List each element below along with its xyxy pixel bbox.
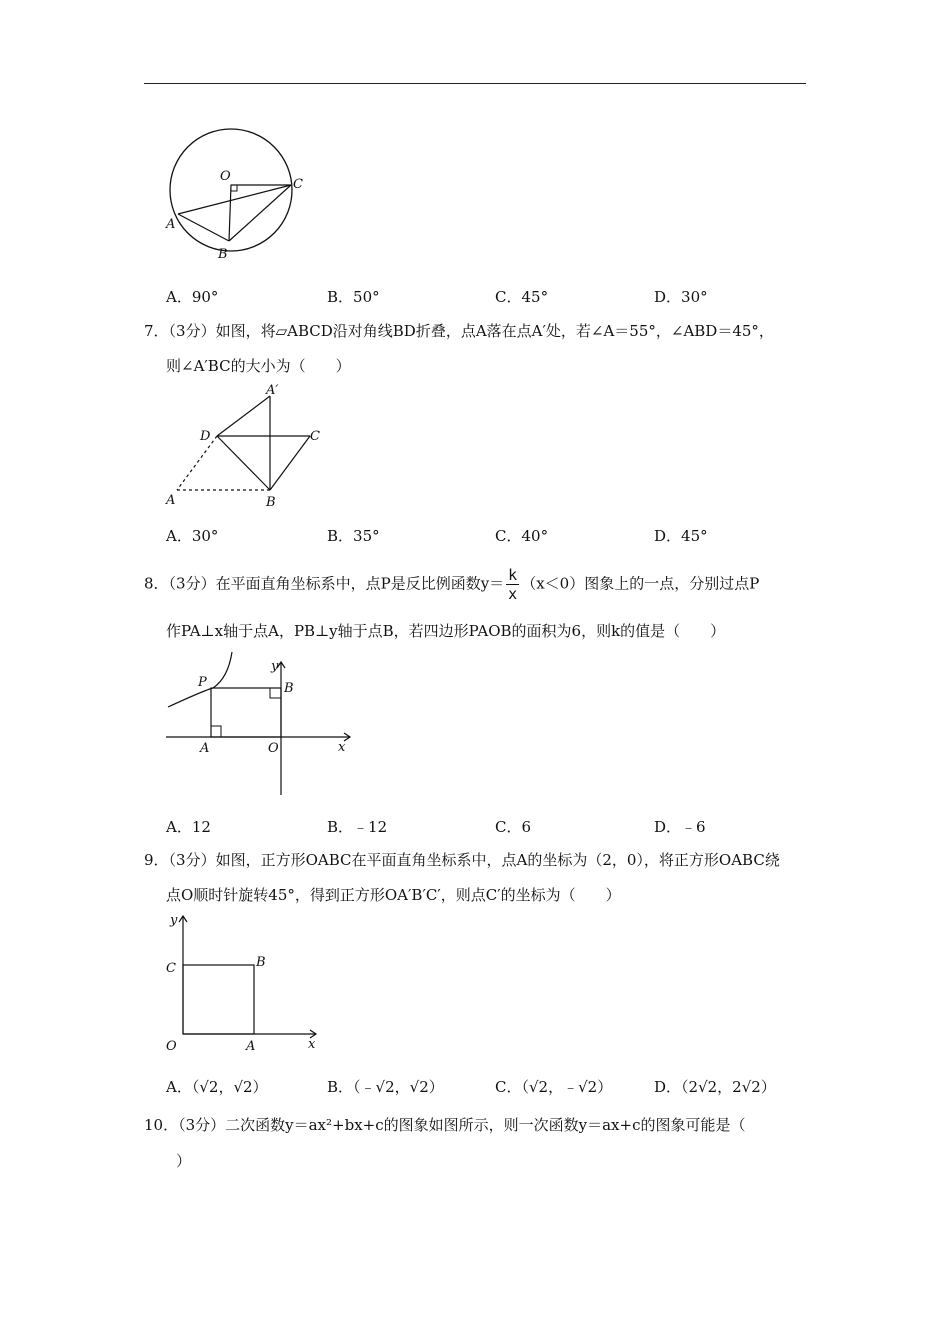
- q9-square-figure: [158, 910, 328, 1055]
- label-O: O: [220, 169, 231, 184]
- q9-option-c-label: C．: [495, 1078, 522, 1096]
- q8-stem-1a: 在平面直角坐标系中，点P是反比例函数y＝: [215, 574, 505, 593]
- q8-option-c: C．6: [495, 818, 532, 836]
- q8-number: 8．: [144, 574, 169, 593]
- q8-line1: [144, 566, 759, 603]
- label-C: C: [310, 429, 320, 444]
- label-P: P: [198, 675, 207, 690]
- q9-option-b-label: B．: [327, 1078, 354, 1096]
- q10-number: 10．: [144, 1116, 179, 1134]
- q7-score: （3分）: [168, 322, 216, 340]
- q6-option-d: D．30°: [654, 288, 708, 306]
- q7-option-a: A．30°: [166, 527, 219, 545]
- q7-parallelogram-figure: [160, 382, 340, 512]
- q7-number: 7．: [144, 322, 169, 340]
- q7-stem-1: 如图，将▱ABCD沿对角线BD折叠，点A落在点A′处，若∠A＝55°，∠ABD＝45°，: [215, 322, 774, 340]
- label-C: C: [166, 961, 176, 976]
- q9-option-d-label: D．: [654, 1078, 682, 1096]
- q9-stem-1: 如图，正方形OABC在平面直角坐标系中，点A的坐标为（2，0），将正方形OABC绕: [215, 851, 780, 869]
- fraction-denominator: x: [508, 585, 518, 603]
- label-y: y: [271, 659, 279, 674]
- q9-score: （3分）: [168, 851, 216, 869]
- fraction-numerator: k: [508, 566, 518, 584]
- q9-option-d-text: （2√2，2√2）: [681, 1078, 776, 1096]
- label-y: y: [170, 913, 178, 928]
- q7-option-c: C．40°: [495, 527, 549, 545]
- q6-circle-figure: [158, 118, 318, 268]
- q9-option-a-text: （√2，√2）: [191, 1078, 268, 1096]
- label-x: x: [338, 740, 346, 755]
- q8-score: （3分）: [168, 574, 216, 593]
- q8-line2: 作PA⊥x轴于点A，PB⊥y轴于点B，若四边形PAOB的面积为6，则k的值是（ ）: [166, 622, 726, 640]
- label-B: B: [266, 495, 276, 510]
- q8-fraction: [506, 566, 519, 603]
- label-B: B: [218, 247, 228, 262]
- label-A-prime: A′: [266, 383, 279, 398]
- q10-stem-1: 二次函数y＝ax²+bx+c的图象如图所示，则一次函数y＝ax+c的图象可能是（: [225, 1116, 746, 1134]
- q8-option-b: B．﹣12: [327, 818, 388, 836]
- label-B: B: [256, 955, 266, 970]
- q10-line1: [144, 1114, 745, 1136]
- label-B: B: [284, 681, 294, 696]
- q8-option-d: D．﹣6: [654, 818, 706, 836]
- label-O: O: [166, 1039, 177, 1054]
- q9-option-a-label: A．: [166, 1078, 192, 1096]
- q6-option-a: A．90°: [166, 288, 219, 306]
- q9-option-d: [654, 1076, 776, 1097]
- q8-option-a: A．12: [166, 818, 211, 836]
- q9-number: 9．: [144, 851, 169, 869]
- q9-option-a: [166, 1076, 268, 1097]
- q9-option-c: [495, 1076, 612, 1097]
- label-x: x: [308, 1037, 316, 1052]
- label-O: O: [268, 741, 279, 756]
- q9-line1: [144, 849, 780, 871]
- q9-option-b-text: （﹣√2，√2）: [353, 1078, 444, 1096]
- q9-line2: 点O顺时针旋转45°，得到正方形OA′B′C′，则点C′的坐标为（ ）: [166, 886, 621, 904]
- label-A: A: [246, 1039, 256, 1054]
- label-A: A: [200, 741, 210, 756]
- q10-score: （3分）: [178, 1116, 226, 1134]
- label-A: A: [166, 217, 176, 232]
- q6-option-c: C．45°: [495, 288, 549, 306]
- q7-line2: 则∠A′BC的大小为（ ）: [166, 357, 351, 375]
- q10-line2: ）: [176, 1152, 192, 1170]
- q6-option-b: B．50°: [327, 288, 380, 306]
- q7-line1: [144, 320, 774, 342]
- q8-stem-1b: （x＜0）图象上的一点，分别过点P: [521, 574, 760, 593]
- q7-option-d: D．45°: [654, 527, 708, 545]
- label-A: A: [166, 493, 176, 508]
- q9-option-b: [327, 1076, 444, 1097]
- label-C: C: [293, 177, 303, 192]
- q9-option-c-text: （√2，﹣√2）: [521, 1078, 613, 1096]
- q8-hyperbola-figure: [160, 650, 360, 800]
- q7-option-b: B．35°: [327, 527, 380, 545]
- label-D: D: [200, 429, 211, 444]
- header-rule: [144, 83, 806, 84]
